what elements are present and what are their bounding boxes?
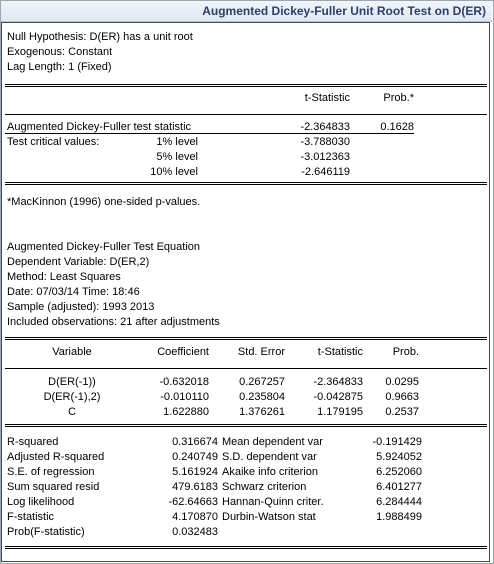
stat-value: 0.240749	[172, 451, 218, 463]
coef-variable: D(ER(-1),2)	[43, 391, 101, 403]
stat-value: 0.316674	[172, 436, 218, 448]
coef-prob: 0.0295	[385, 376, 419, 388]
stat-value: 1.988499	[376, 511, 422, 523]
adf-stat-prob: 0.1628	[380, 121, 414, 133]
coef-prob: 0.2537	[385, 406, 419, 418]
exogenous: Exogenous: Constant	[7, 46, 113, 58]
stat-value: -0.191429	[372, 436, 422, 448]
date-time: Date: 07/03/14 Time: 18:46	[7, 286, 140, 298]
stat-value: -62.64663	[168, 496, 218, 508]
critical-value: -3.012363	[300, 151, 350, 163]
stat-label: F-statistic	[7, 511, 55, 523]
stat-value: 4.170870	[172, 511, 218, 523]
coef-variable: D(ER(-1))	[48, 376, 96, 388]
col-prob: Prob.*	[383, 92, 414, 104]
stat-label: Sum squared resid	[7, 481, 100, 493]
stat-label: Schwarz criterion	[222, 481, 307, 493]
double-rule	[5, 182, 487, 185]
stat-value: 5.924052	[376, 451, 422, 463]
stat-label: Durbin-Watson stat	[222, 511, 316, 523]
stat-label: Hannan-Quinn criter.	[222, 496, 324, 508]
stat-label: Prob(F-statistic)	[7, 526, 85, 538]
critical-level: 1% level	[156, 136, 198, 148]
rule	[5, 114, 487, 115]
stat-label: Mean dependent var	[222, 436, 323, 448]
coef-t-statistic: 1.179195	[317, 406, 363, 418]
stat-label: Adjusted R-squared	[7, 451, 105, 463]
coef-prob: 0.9663	[385, 391, 419, 403]
double-rule	[5, 546, 487, 549]
sample: Sample (adjusted): 1993 2013	[7, 301, 155, 313]
coef-coefficient: -0.632018	[159, 376, 209, 388]
title-bar[interactable]	[1, 1, 492, 22]
coef-std-error: 0.267257	[239, 376, 285, 388]
equation-title: Augmented Dickey-Fuller Test Equation	[7, 241, 201, 253]
window-title: Augmented Dickey-Fuller Unit Root Test on D(ER)	[202, 4, 486, 18]
rule	[5, 368, 487, 369]
col-t-statistic: t-Statistic	[304, 92, 350, 104]
stat-value: 479.6183	[172, 481, 218, 493]
footnote: *MacKinnon (1996) one-sided p-values.	[7, 196, 201, 208]
coef-coefficient: 1.622880	[163, 406, 209, 418]
coef-t-statistic: -2.364833	[313, 376, 363, 388]
stat-label: S.E. of regression	[7, 466, 95, 478]
col-t-statistic: t-Statistic	[317, 346, 363, 358]
dependent-variable: Dependent Variable: D(ER,2)	[7, 256, 150, 268]
coef-std-error: 1.376261	[239, 406, 285, 418]
col-variable: Variable	[52, 346, 92, 358]
lag-length: Lag Length: 1 (Fixed)	[7, 61, 112, 73]
coef-variable: C	[68, 406, 76, 418]
stat-label: Akaike info criterion	[222, 466, 318, 478]
stat-value: 5.161924	[172, 466, 218, 478]
null-hypothesis: Null Hypothesis: D(ER) has a unit root	[7, 31, 193, 43]
critical-value: -3.788030	[300, 136, 350, 148]
critical-level: 5% level	[156, 151, 198, 163]
adf-stat-label: Augmented Dickey-Fuller test statistic	[7, 121, 192, 133]
method: Method: Least Squares	[7, 271, 121, 283]
output-panel	[1, 22, 490, 562]
stat-value: 6.252060	[376, 466, 422, 478]
double-rule	[5, 424, 487, 427]
critical-level: 10% level	[150, 166, 198, 178]
double-rule	[5, 337, 487, 340]
included-observations: Included observations: 21 after adjustments	[7, 316, 220, 328]
stat-value: 0.032483	[172, 526, 218, 538]
col-std-error: Std. Error	[237, 346, 285, 358]
stat-label: Log likelihood	[7, 496, 75, 508]
coef-t-statistic: -0.042875	[313, 391, 363, 403]
stat-label: S.D. dependent var	[222, 451, 317, 463]
col-prob: Prob.	[392, 346, 419, 358]
critical-value: -2.646119	[301, 166, 350, 178]
stat-value: 6.284444	[376, 496, 422, 508]
rule	[5, 133, 414, 134]
coef-std-error: 0.235804	[239, 391, 285, 403]
critical-values-label: Test critical values:	[7, 136, 100, 148]
stat-label: R-squared	[7, 436, 59, 448]
double-rule	[5, 84, 487, 87]
coef-coefficient: -0.010110	[160, 391, 209, 403]
col-coefficient: Coefficient	[157, 346, 209, 358]
adf-stat-t: -2.364833	[300, 121, 350, 133]
stat-value: 6.401277	[376, 481, 422, 493]
